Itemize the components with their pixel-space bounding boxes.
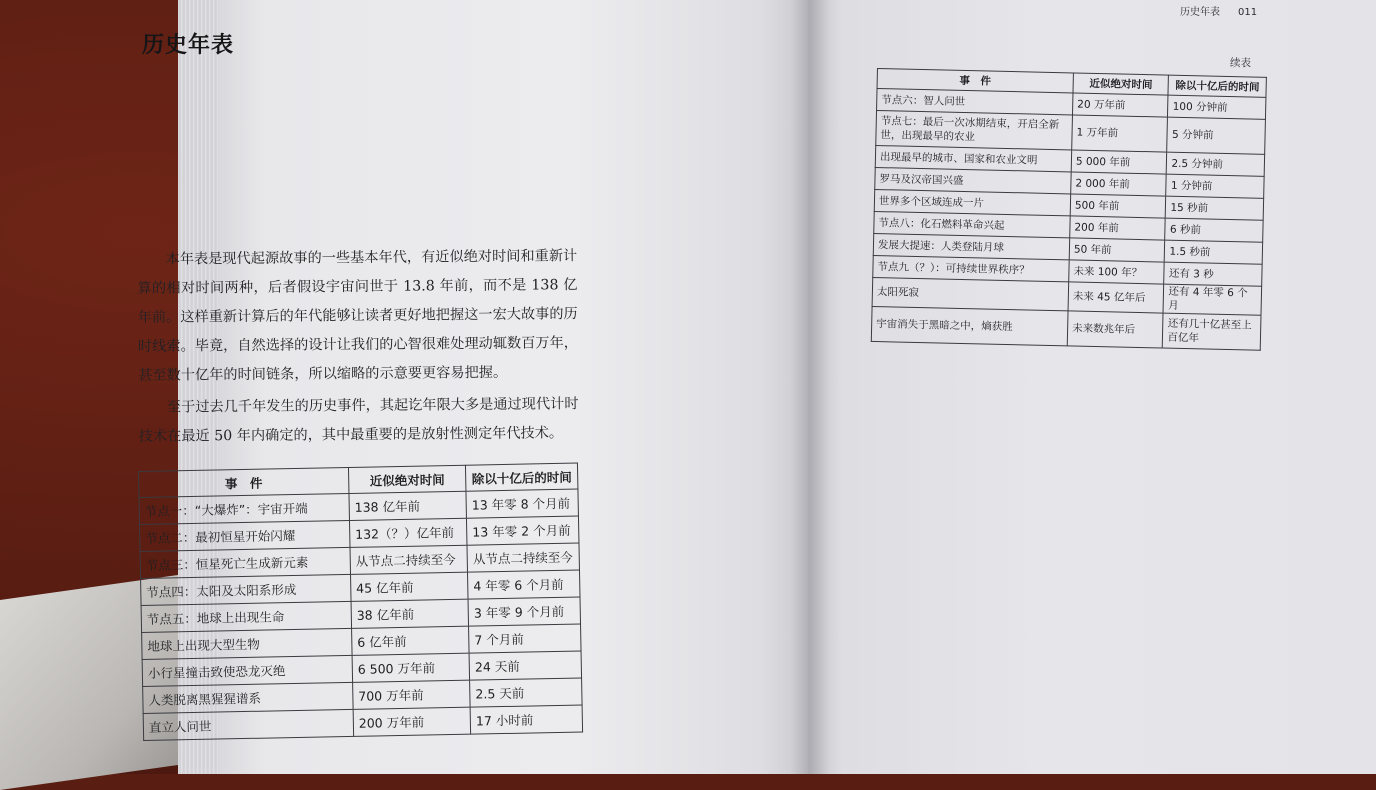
scaled-time-cell: 3 年零 9 个月前 [468, 597, 580, 626]
event-cell: 人类脱离黑猩猩谱系 [143, 682, 353, 713]
column-header-event: 事 件 [139, 467, 349, 497]
running-head-title: 历史年表 [1180, 7, 1220, 18]
absolute-time-cell: 20 万年前 [1072, 93, 1168, 117]
scaled-time-cell: 还有几十亿甚至上百亿年 [1163, 313, 1261, 350]
event-cell: 小行星撞击致使恐龙灭绝 [142, 655, 352, 686]
event-cell: 出现最早的城市、国家和农业文明 [875, 145, 1071, 171]
absolute-time-cell: 50 年前 [1069, 238, 1165, 262]
continued-label: 续表 [1230, 57, 1251, 69]
scaled-time-cell: 7 个月前 [469, 624, 581, 653]
event-cell: 罗马及汉帝国兴盛 [875, 167, 1071, 193]
event-cell: 节点九（？）：可持续世界秩序？ [873, 255, 1069, 281]
scaled-time-cell: 6 秒前 [1165, 218, 1263, 242]
scaled-time-cell: 还有 4 年零 6 个月 [1163, 284, 1261, 315]
scaled-time-cell: 4 年零 6 个月前 [468, 570, 580, 599]
scaled-time-cell: 15 秒前 [1166, 196, 1264, 220]
scaled-time-cell: 2.5 天前 [470, 678, 582, 707]
absolute-time-cell: 未来 45 亿年后 [1068, 282, 1164, 313]
scaled-time-cell: 2.5 分钟前 [1167, 152, 1265, 176]
scaled-time-cell: 13 年零 2 个月前 [467, 516, 579, 545]
column-header-absolute-time: 近似绝对时间 [348, 465, 466, 493]
scaled-time-cell: 5 分钟前 [1167, 117, 1265, 154]
scaled-time-cell: 1 分钟前 [1166, 174, 1264, 198]
scaled-time-cell: 17 小时前 [470, 705, 582, 734]
book-gutter [790, 0, 830, 774]
absolute-time-cell: 未来 100 年？ [1069, 260, 1165, 284]
scaled-time-cell: 1.5 秒前 [1165, 240, 1263, 264]
event-cell: 太阳死寂 [872, 277, 1069, 310]
event-cell: 直立人问世 [143, 709, 353, 740]
paragraph: 本年表是现代起源故事的一些基本年代，有近似绝对时间和重新计算的相对时间两种，后者假设宇宙问世于 13.8 年前，而不是 138 亿年前。这样重新计算后的年代能够让读者更好地把握这一宏大故事的历时线索。毕竟，自然选择的设计让我们的心智很难处理动辄数百万年，甚至数十亿年的时间链条，所以缩略的示意要更容易把握。 [137, 248, 579, 384]
scaled-time-cell: 还有 3 秒 [1164, 262, 1262, 286]
absolute-time-cell: 6 亿年前 [351, 626, 469, 655]
event-cell: 节点二：最初恒星开始闪耀 [140, 520, 350, 551]
event-cell: 节点六：智人问世 [877, 89, 1073, 115]
event-cell: 节点四：太阳及太阳系形成 [141, 574, 351, 605]
event-cell: 节点八：化石燃料革命兴起 [874, 211, 1070, 237]
event-cell: 节点五：地球上出现生命 [141, 601, 351, 632]
scaled-time-cell: 100 分钟前 [1168, 95, 1266, 119]
timeline-table [138, 463, 583, 741]
page-title: 历史年表 [142, 33, 235, 58]
absolute-time-cell: 200 万年前 [353, 707, 471, 736]
column-header-event: 事 件 [877, 69, 1073, 93]
event-cell: 节点七：最后一次冰期结束，开启全新世，出现最早的农业 [876, 111, 1073, 150]
absolute-time-cell: 5 000 年前 [1071, 150, 1167, 174]
absolute-time-cell: 2 000 年前 [1071, 172, 1167, 196]
running-head [1180, 3, 1257, 18]
column-header-scaled-time: 除以十亿后的时间 [1168, 75, 1266, 97]
event-cell: 世界多个区域连成一片 [874, 189, 1070, 215]
event-cell: 节点一：“大爆炸”：宇宙开端 [139, 493, 349, 524]
absolute-time-cell: 从节点二持续至今 [350, 545, 468, 574]
absolute-time-cell: 45 亿年前 [350, 572, 468, 601]
absolute-time-cell: 138 亿年前 [349, 491, 467, 520]
paragraph: 至于过去几千年发生的历史事件，其起讫年限大多是通过现代计时技术在最近 50 年内确定的，其中最重要的是放射性测定年代技术。 [138, 396, 579, 445]
page-number: 011 [1238, 7, 1258, 18]
event-cell: 宇宙消失于黑暗之中，熵获胜 [871, 306, 1068, 345]
column-header-scaled-time: 除以十亿后的时间 [466, 463, 578, 491]
scaled-time-cell: 从节点二持续至今 [467, 543, 579, 572]
timeline-table-continued [871, 68, 1267, 351]
absolute-time-cell: 6 500 万年前 [352, 653, 470, 682]
absolute-time-cell: 未来数兆年后 [1067, 311, 1163, 348]
intro-text [137, 242, 579, 455]
scaled-time-cell: 24 天前 [469, 651, 581, 680]
absolute-time-cell: 500 年前 [1070, 194, 1166, 218]
event-cell: 地球上出现大型生物 [142, 628, 352, 659]
absolute-time-cell: 700 万年前 [353, 680, 471, 709]
absolute-time-cell: 1 万年前 [1072, 115, 1168, 152]
absolute-time-cell: 132（？）亿年前 [349, 518, 467, 547]
event-cell: 节点三：恒星死亡生成新元素 [140, 547, 350, 578]
absolute-time-cell: 200 年前 [1070, 216, 1166, 240]
scaled-time-cell: 13 年零 8 个月前 [466, 489, 578, 518]
event-cell: 发展大提速：人类登陆月球 [873, 233, 1069, 259]
absolute-time-cell: 38 亿年前 [351, 599, 469, 628]
column-header-absolute-time: 近似绝对时间 [1073, 73, 1169, 95]
